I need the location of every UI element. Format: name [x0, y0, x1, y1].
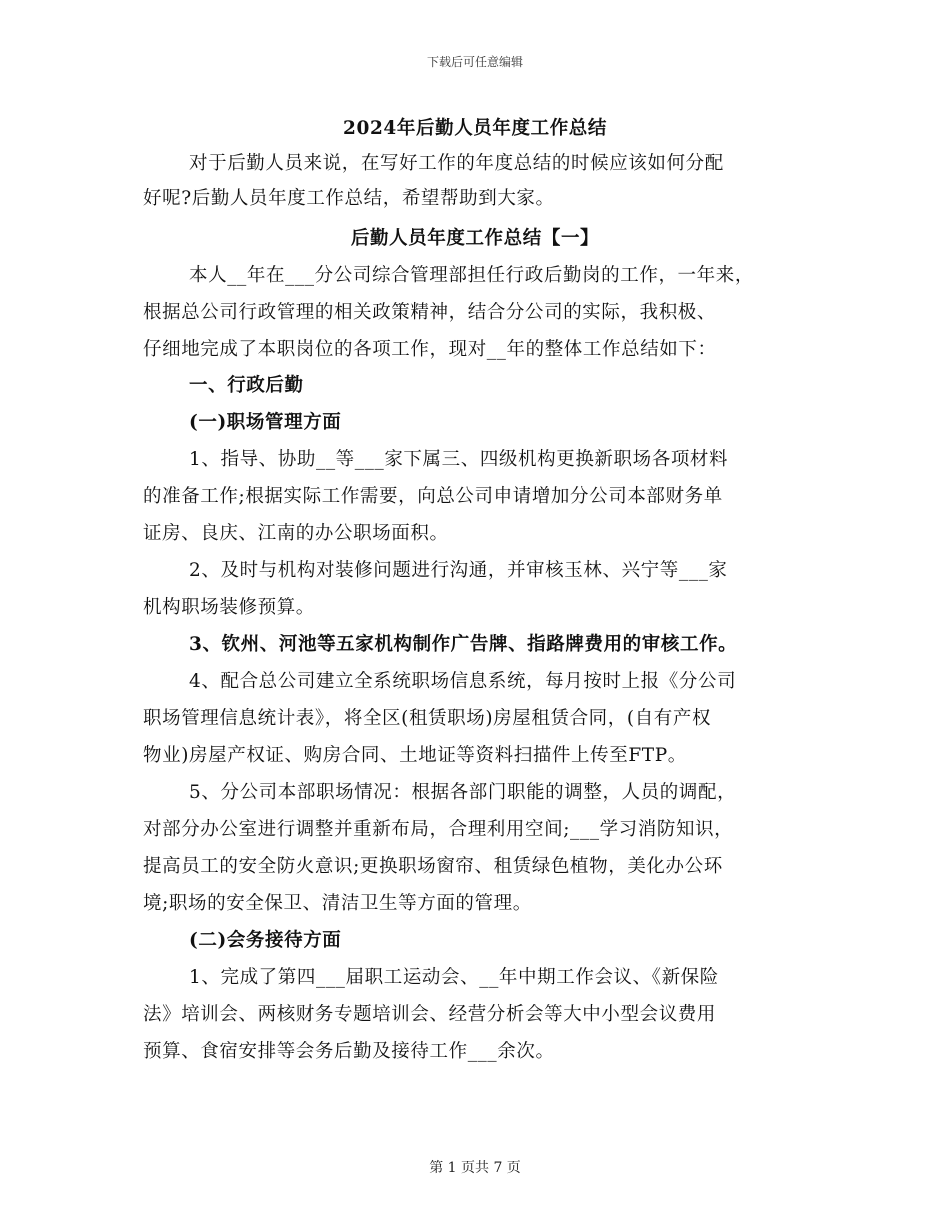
paragraph-line: 仔细地完成了本职岗位的各项工作，现对__年的整体工作总结如下： [143, 339, 717, 360]
section-title: 后勤人员年度工作总结【一】 [350, 228, 600, 249]
item-2-line: 2、及时与机构对装修问题进行沟通，并审核玉林、兴宁等___家 [189, 560, 728, 581]
subheading-meeting-reception: (二)会务接待方面 [189, 930, 342, 951]
intro-line-1: 对于后勤人员来说，在写好工作的年度总结的时候应该如何分配 [189, 153, 724, 174]
item-1-line: 1、指导、协助__等___家下属三、四级机构更换新职场各项材料 [189, 449, 729, 470]
item-6-line: 预算、食宿安排等会务后勤及接待工作___余次。 [143, 1041, 555, 1062]
item-3-line: 3、钦州、河池等五家机构制作广告牌、指路牌费用的审核工作。 [189, 634, 738, 655]
item-5-line: 境;职场的安全保卫、清洁卫生等方面的管理。 [143, 893, 532, 914]
item-4-line: 4、配合总公司建立全系统职场信息系统，每月按时上报《分公司 [189, 671, 737, 692]
item-5-line: 提高员工的安全防火意识;更换职场窗帘、租赁绿色植物，美化办公环 [143, 856, 723, 877]
item-5-line: 对部分办公室进行调整并重新布局，合理利用空间;___学习消防知识， [143, 819, 734, 840]
heading-administrative-logistics: 一、行政后勤 [189, 375, 304, 396]
intro-line-2: 好呢?后勤人员年度工作总结，希望帮助到大家。 [143, 188, 555, 209]
item-6-line: 1、完成了第四___届职工运动会、__年中期工作会议、《新保险 [189, 967, 719, 988]
subheading-workplace-management: (一)职场管理方面 [189, 412, 342, 433]
item-5-line: 5、分公司本部职场情况：根据各部门职能的调整，人员的调配， [189, 782, 737, 803]
item-2-line: 机构职场装修预算。 [143, 597, 315, 618]
paragraph-line: 根据总公司行政管理的相关政策精神，结合分公司的实际，我积极、 [143, 302, 717, 323]
item-1-line: 证房、良庆、江南的办公职场面积。 [143, 523, 449, 544]
item-1-line: 的准备工作;根据实际工作需要，向总公司申请增加分公司本部财务单 [143, 486, 723, 507]
paragraph-line: 本人__年在___分公司综合管理部担任行政后勤岗的工作，一年来， [189, 265, 754, 286]
document-title: 2024年后勤人员年度工作总结 [343, 118, 607, 139]
page-header-note: 下载后可任意编辑 [426, 55, 523, 69]
page-number: 第 1 页共 7 页 [429, 1160, 521, 1176]
item-6-line: 法》培训会、两核财务专题培训会、经营分析会等大中小型会议费用 [143, 1004, 717, 1025]
item-4-line: 职场管理信息统计表》，将全区(租赁职场)房屋租赁合同，(自有产权 [143, 708, 712, 729]
item-4-line: 物业)房屋产权证、购房合同、土地证等资料扫描件上传至FTP。 [143, 745, 687, 766]
